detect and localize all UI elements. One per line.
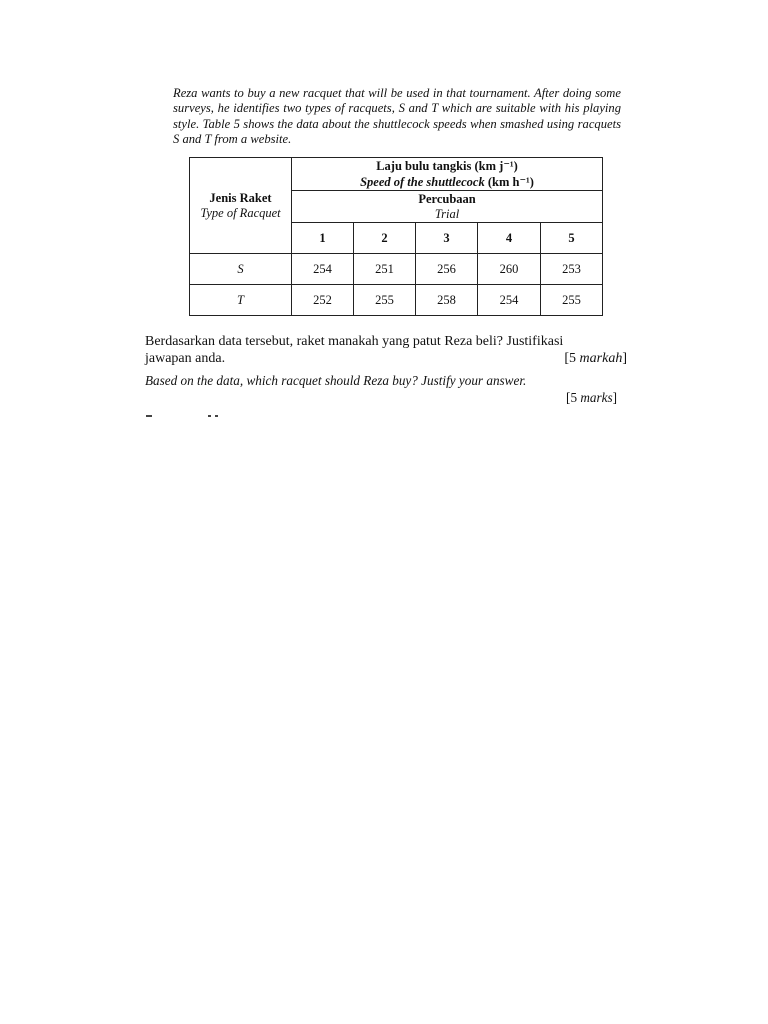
- racquet-label: S: [190, 254, 292, 285]
- table-row-t: [190, 285, 603, 316]
- trial-header: [292, 191, 603, 223]
- trial-header-en: Trial: [434, 206, 460, 221]
- question-malay-line2: jawapan anda.: [145, 351, 226, 366]
- speed-header-ms: Laju bulu tangkis (km j⁻¹): [376, 159, 518, 173]
- speed-value: 254: [478, 285, 541, 316]
- speed-value: 253: [541, 254, 603, 285]
- speed-value: 256: [416, 254, 478, 285]
- intro-paragraph: Reza wants to buy a new racquet that will be used in that tournament. After doing some surveys, he identifies two types of racquets, S and T which are suitable with his playing style. Table 5 shows the data about the shuttlecock speeds when smashed using racquets S and T from a website.: [173, 86, 621, 146]
- speed-header-unit: (km h⁻¹): [487, 175, 534, 189]
- racquet-type-header-ms: Jenis Raket: [209, 190, 272, 205]
- speed-value: 258: [416, 285, 478, 316]
- table-row-s: [190, 254, 603, 285]
- question-english: [145, 372, 617, 406]
- trial-number: 2: [354, 223, 416, 254]
- scan-artifact-marks: [146, 412, 226, 418]
- shuttlecock-speed-table: [189, 157, 603, 316]
- speed-value: 255: [354, 285, 416, 316]
- trial-number: 4: [478, 223, 541, 254]
- question-malay: [145, 333, 627, 367]
- speed-value: 251: [354, 254, 416, 285]
- speed-value: 254: [292, 254, 354, 285]
- speed-value: 252: [292, 285, 354, 316]
- speed-header: [292, 158, 603, 191]
- marks-english: [5 marks]: [566, 390, 617, 405]
- question-malay-line1: Berdasarkan data tersebut, raket manakah yang patut Reza beli? Justifikasi: [145, 334, 564, 349]
- racquet-label: T: [190, 285, 292, 316]
- trial-number: 5: [541, 223, 603, 254]
- question-english-text: Based on the data, which racquet should Reza buy? Justify your answer.: [145, 373, 527, 388]
- trial-number: 1: [292, 223, 354, 254]
- speed-header-en: Speed of the shuttlecock: [360, 175, 485, 189]
- marks-malay: [5 markah]: [564, 351, 627, 366]
- racquet-type-header-en: Type of Racquet: [200, 205, 281, 220]
- trial-header-ms: Percubaan: [418, 191, 476, 206]
- trial-number: 3: [416, 223, 478, 254]
- speed-value: 255: [541, 285, 603, 316]
- speed-value: 260: [478, 254, 541, 285]
- racquet-type-header: [190, 158, 292, 254]
